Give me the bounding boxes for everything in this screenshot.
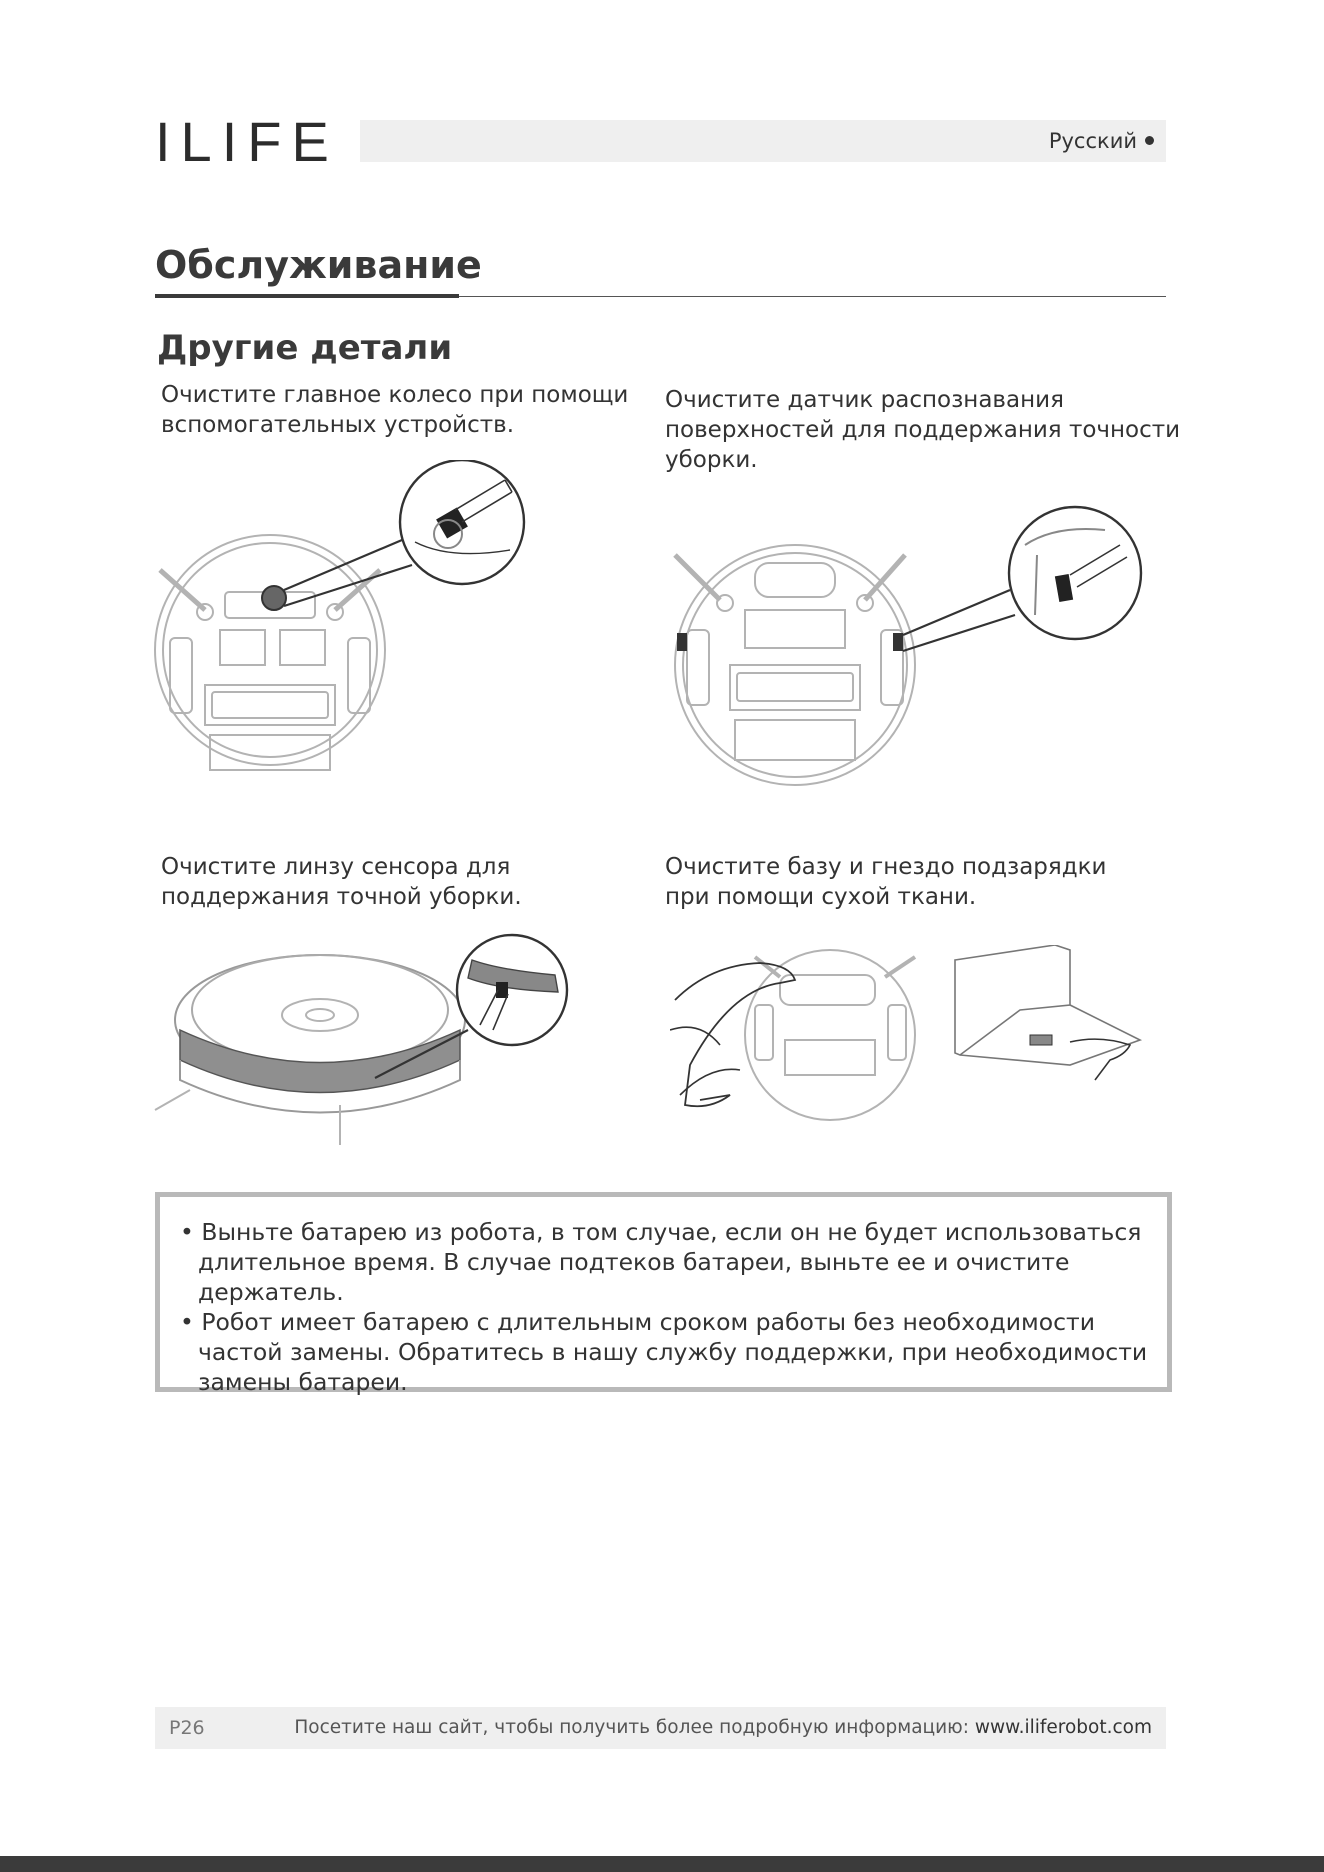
notes-list [180,1217,1157,1397]
list-item: • Робот имеет батарею с длительным сроком работы без необходимости частой замены. Обратитесь в нашу службу поддержки, при необходимости замены батареи. [180,1307,1157,1397]
robot-lens-cleaning-illustration [150,930,570,1150]
bottom-strip [0,1856,1324,1872]
base-cloth-cleaning-illustration [670,945,1170,1125]
language-label: Русский [1049,129,1154,153]
website-link[interactable]: www.iliferobot.com [974,1717,1152,1738]
caption-sensor: Очистите датчик распознавания поверхностей для поддержания точности уборки. [665,387,1181,473]
caption-base: Очистите базу и гнездо подзарядки при помощи сухой ткани. [665,854,1107,910]
ilife-logo: ILIFE [155,110,339,173]
footer-text: Посетите наш сайт, чтобы получить более подробную информацию: www.iliferobot.com [294,1717,1152,1738]
language-bar [360,120,1166,162]
robot-wheel-cleaning-illustration [150,460,540,800]
battery-notes-box [155,1192,1172,1396]
section-title: Другие детали [157,328,453,368]
caption-lens: Очистите линзу сенсора для поддержания точной уборки. [161,854,522,910]
caption-wheel: Очистите главное колесо при помощи вспомогательных устройств. [161,382,629,438]
footer-bar [155,1707,1166,1749]
title-underline [155,294,459,298]
page-number: P26 [169,1717,205,1739]
bullet-dot-icon [1145,136,1154,145]
robot-sensor-cleaning-illustration [665,505,1145,805]
list-item: • Выньте батарею из робота, в том случае, если он не будет использоваться длительное время. В случае подтеков батареи, выньте ее и очистите держатель. [180,1217,1157,1307]
page-title: Обслуживание [155,243,482,287]
